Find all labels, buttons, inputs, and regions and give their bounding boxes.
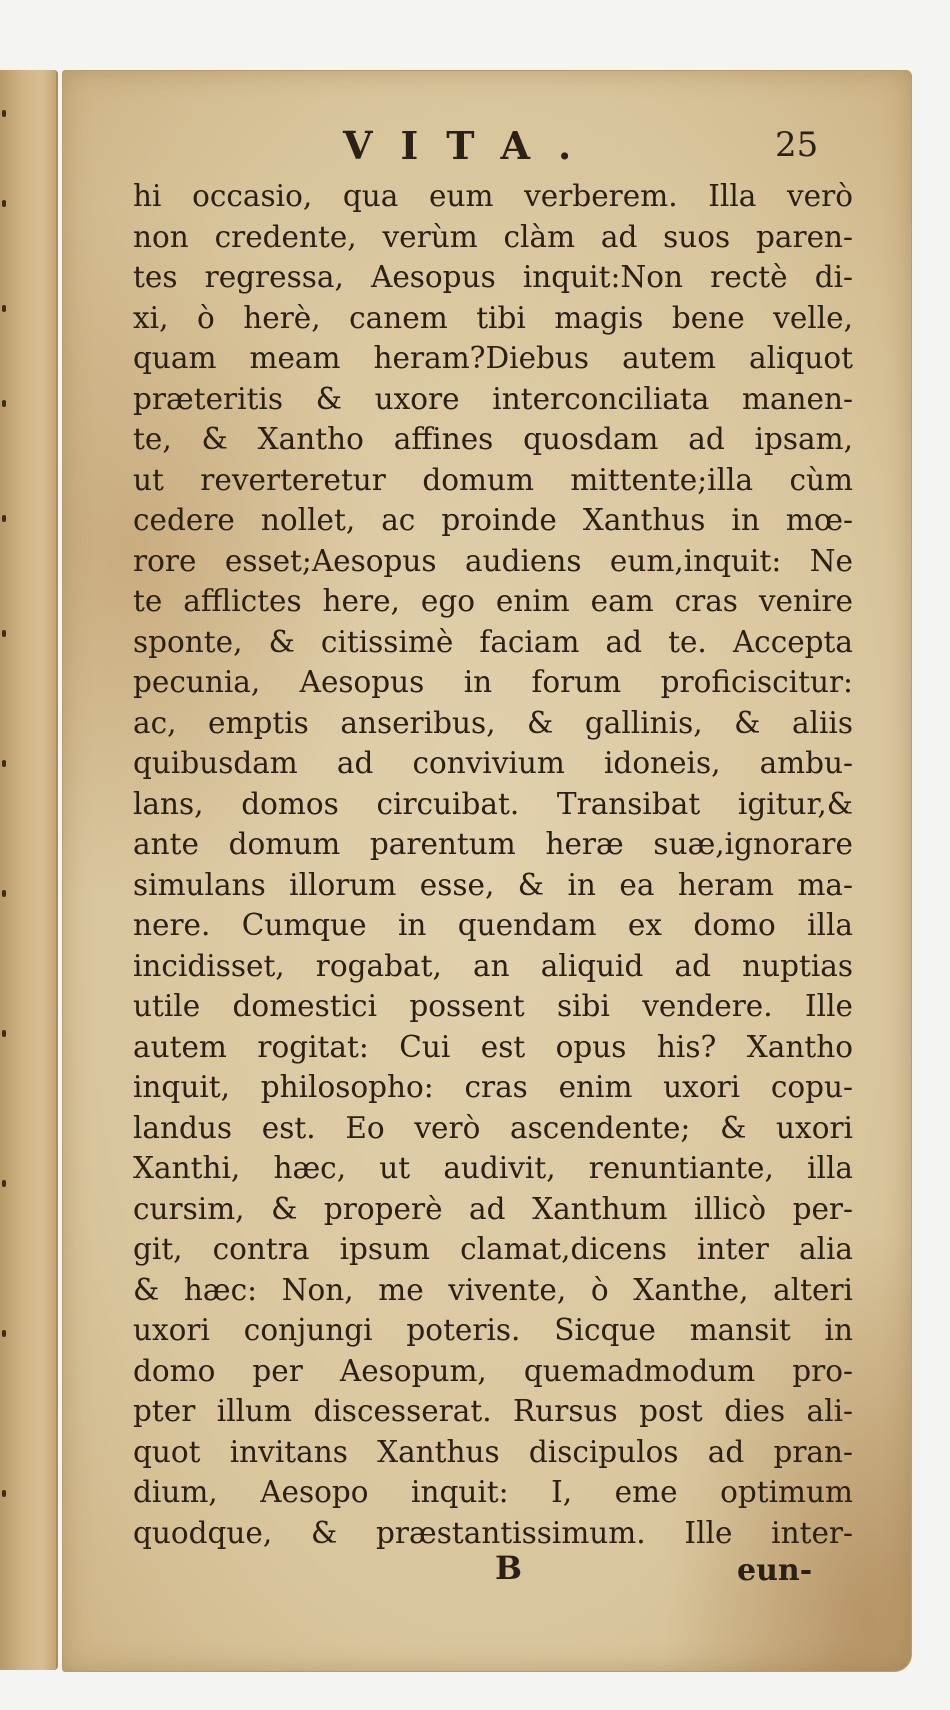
binding-mark bbox=[2, 890, 6, 897]
text-line: tes regressa, Aesopus inquit:Non rectè di- bbox=[133, 260, 853, 294]
text-line: nere. Cumque in quendam ex domo illa bbox=[133, 908, 853, 942]
text-line: quibusdam ad convivium idoneis, ambu- bbox=[133, 746, 853, 780]
page-header bbox=[63, 123, 911, 173]
text-line: ac, emptis anseribus, & gallinis, & aliis bbox=[133, 705, 853, 740]
text-line: cedere nollet, ac proinde Xanthus in mœ- bbox=[133, 503, 853, 537]
text-line: domo per Aesopum, quemadmodum pro- bbox=[133, 1353, 853, 1388]
text-line: quot invitans Xanthus discipulos ad pran- bbox=[133, 1434, 853, 1469]
text-line: non credente, verùm clàm ad suos paren- bbox=[133, 219, 853, 254]
text-line: Xanthi, hæc, ut audivit, renuntiante, illa bbox=[133, 1151, 853, 1185]
text-line: sponte, & citissimè faciam ad te. Accepta bbox=[133, 624, 853, 659]
text-line: pter illum discesserat. Rursus post dies ali- bbox=[133, 1394, 853, 1428]
text-line: ut reverteretur domum mittente;illa cùm bbox=[133, 462, 853, 497]
text-line: pecunia, Aesopus in forum proficiscitur: bbox=[133, 665, 853, 699]
text-line: hi occasio, qua eum verberem. Illa verò bbox=[133, 179, 853, 213]
text-line: quam meam heram?Diebus autem aliquot bbox=[133, 341, 853, 375]
page-number: 25 bbox=[775, 125, 819, 165]
page-footer bbox=[63, 1549, 911, 1589]
text-line: landus est. Eo verò ascendente; & uxori bbox=[133, 1110, 853, 1145]
signature-mark: B bbox=[495, 1549, 523, 1587]
binding-mark bbox=[2, 515, 6, 522]
catchword: eun- bbox=[737, 1553, 813, 1588]
text-line: quodque, & præstantissimum. Ille inter- bbox=[133, 1515, 853, 1550]
text-line: inquit, philosopho: cras enim uxori copu- bbox=[133, 1070, 853, 1104]
binding-mark bbox=[2, 1180, 6, 1187]
binding-mark bbox=[2, 1490, 6, 1497]
running-head: VITA. bbox=[343, 123, 600, 168]
facing-page-edge bbox=[0, 70, 58, 1670]
text-line: xi, ò herè, canem tibi magis bene velle, bbox=[133, 300, 853, 335]
text-line: te afflictes here, ego enim eam cras venire bbox=[133, 584, 853, 618]
text-line: simulans illorum esse, & in ea heram ma- bbox=[133, 867, 853, 902]
text-line: lans, domos circuibat. Transibat igitur,& bbox=[133, 786, 853, 821]
text-line: incidisset, rogabat, an aliquid ad nuptias bbox=[133, 948, 853, 983]
binding-mark bbox=[2, 200, 6, 207]
binding-mark bbox=[2, 1030, 6, 1037]
text-line: uxori conjungi poteris. Sicque mansit in bbox=[133, 1313, 853, 1347]
text-line: autem rogitat: Cui est opus his? Xantho bbox=[133, 1029, 853, 1064]
binding-mark bbox=[2, 110, 6, 117]
text-line: rore esset;Aesopus audiens eum,inquit: Ne bbox=[133, 543, 853, 578]
text-line: ante domum parentum heræ suæ,ignorare bbox=[133, 827, 853, 861]
text-block bbox=[133, 176, 853, 1553]
text-line: præteritis & uxore interconciliata manen- bbox=[133, 381, 853, 416]
binding-mark bbox=[2, 305, 6, 312]
binding-mark bbox=[2, 760, 6, 767]
text-line: git, contra ipsum clamat,dicens inter alia bbox=[133, 1232, 853, 1266]
book-page bbox=[62, 70, 912, 1672]
text-line: utile domestici possent sibi vendere. Ille bbox=[133, 989, 853, 1023]
text-line: te, & Xantho affines quosdam ad ipsam, bbox=[133, 422, 853, 456]
text-line: cursim, & properè ad Xanthum illicò per- bbox=[133, 1191, 853, 1226]
text-line: & hæc: Non, me vivente, ò Xanthe, alteri bbox=[133, 1272, 853, 1307]
binding-mark bbox=[2, 400, 6, 407]
text-line: dium, Aesopo inquit: I, eme optimum bbox=[133, 1475, 853, 1509]
binding-mark bbox=[2, 1330, 6, 1337]
binding-mark bbox=[2, 630, 6, 637]
